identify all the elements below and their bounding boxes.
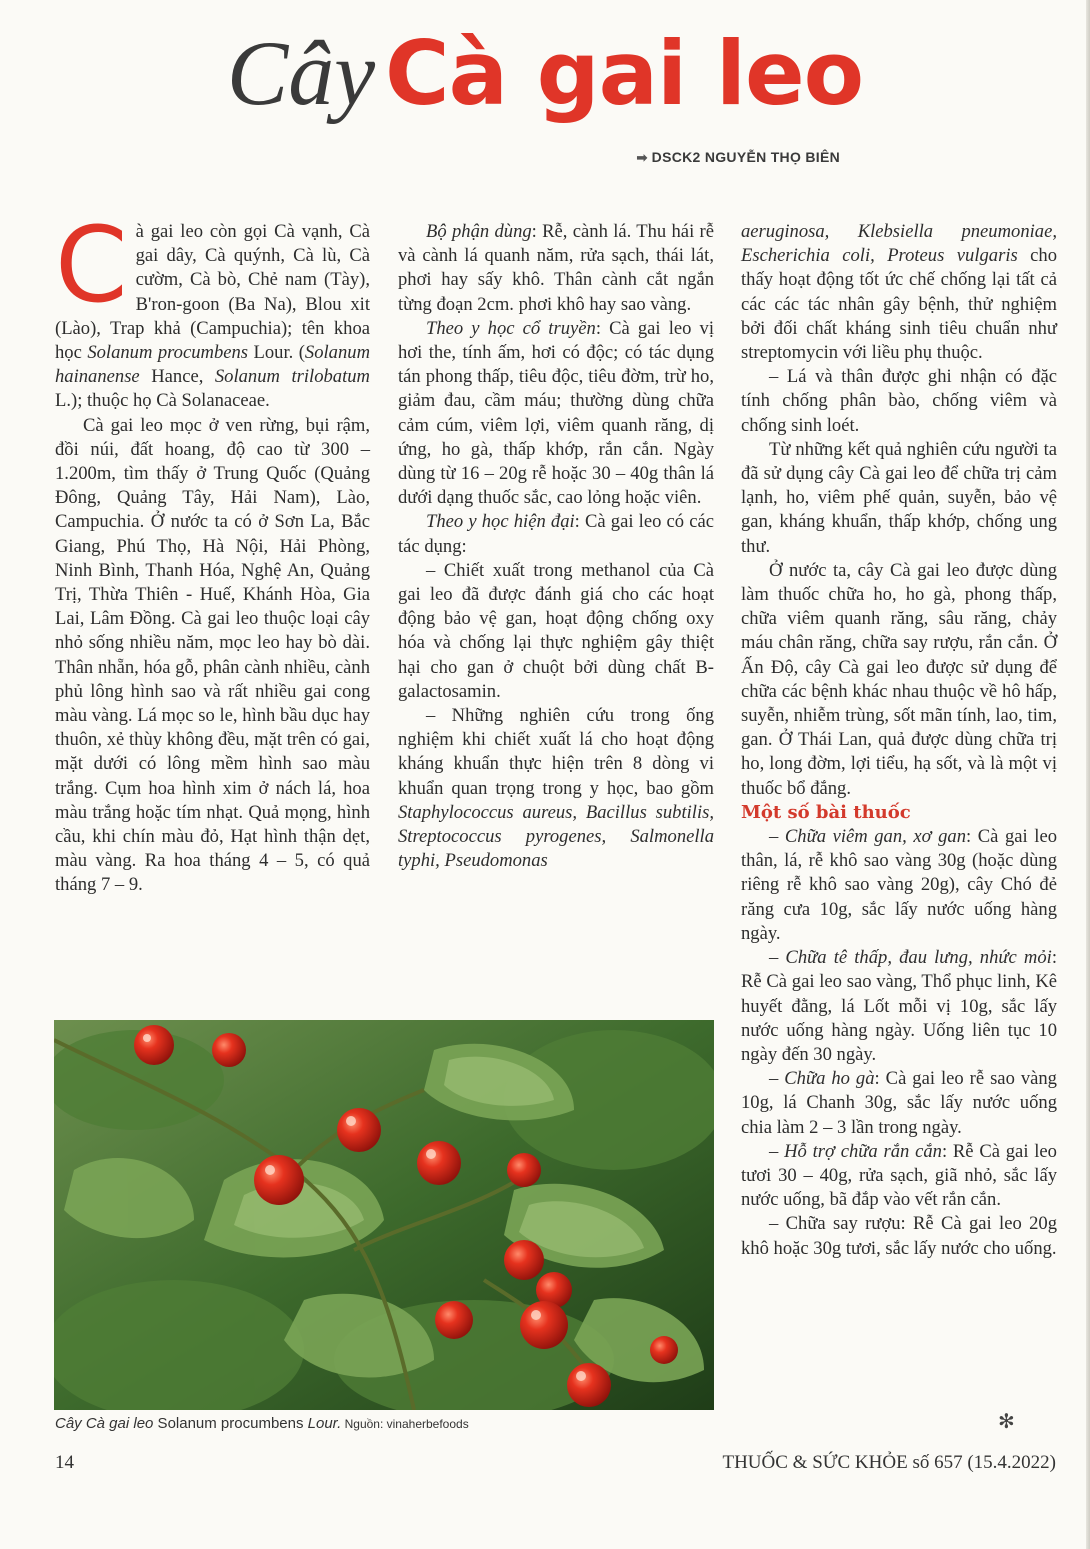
recipe-paragraph: – Chữa ho gà: Cà gai leo rễ sao vàng 10g, lá Chanh 30g, sắc lấy nước uống chia làm 2 – 3 lần trong ngày. bbox=[741, 1068, 1057, 1138]
paragraph: aeruginosa, Klebsiella pneumoniae, Escherichia coli, Proteus vulgaris cho thấy hoạt động tốt ức chế chống lại tất cả các các tác nhân gây bệnh, thử nghiệm bởi đối chất kháng sinh tiêu chuẩn như streptomycin với liều phụ thuộc. bbox=[741, 221, 1057, 364]
page-edge bbox=[1086, 0, 1090, 1549]
column-2 bbox=[398, 220, 714, 873]
paragraph: Theo y học hiện đại: Cà gai leo có các tác dụng: bbox=[398, 511, 714, 557]
section-heading: Một số bài thuốc bbox=[741, 801, 911, 823]
paragraph: – Lá và thân được ghi nhận có đặc tính chống phân bào, chống viêm và chống sinh loét. bbox=[741, 366, 1057, 436]
recipe-paragraph: – Chữa viêm gan, xơ gan: Cà gai leo thân, lá, rễ khô sao vàng 30g (hoặc dùng riêng rễ khô sao vàng 20g), cây Chó đẻ răng cưa 10g, sắc lấy nước uống hàng ngày. bbox=[741, 826, 1057, 944]
paragraph: Cà gai leo mọc ở ven rừng, bụi rậm, đồi núi, đất hoang, độ cao từ 300 – 1.200m, tìm thấy ở Trung Quốc (Quảng Đông, Quảng Tây, Hải Nam), Lào, Campuchia. Ở nước ta có ở Sơn La, Bắc Giang, Phú Thọ, Hà Nội, Hải Phòng, Ninh Bình, Thanh Hóa, Nghệ An, Quảng Trị, Thừa Thiên - Huế, Khánh Hòa, Gia Lai, Lâm Đồng. Cà gai leo thuộc loại cây nhỏ sống nhiều năm, mọc leo hay bò dài. Thân nhẵn, hóa gỗ, phân cành nhiều, cành phủ lông hình sao và rất nhiều gai cong màu vàng. Lá mọc so le, hình bầu dục hay thuôn, xẻ thùy không đều, mặt trên có gai, mặt dưới có lông mềm hình sao màu trắng. Cụm hoa hình xim ở nách lá, hoa màu trắng hoặc tím nhạt. Quả mọng, hình cầu, khi chín màu đỏ, Hạt hình thận dẹt, màu vàng. Ra hoa tháng 4 – 5, có quả tháng 7 – 9. bbox=[55, 414, 370, 896]
paragraph: à gai leo còn gọi Cà vạnh, Cà gai dây, Cà quýnh, Cà lù, Cà cườm, Cà bò, Chẻ nam (Tày), B'ron-goon (Ba Na), Blou xit (Lào), Trap khả (Campuchia); tên khoa học Solanum procumbens Lour. (Solanum hainanense Hance, Solanum trilobatum L.); thuộc họ Cà Solanaceae. bbox=[55, 221, 370, 412]
recipe-paragraph: – Hỗ trợ chữa rắn cắn: Rễ Cà gai leo tươi 30 – 40g, rửa sạch, giã nhỏ, sắc lấy nước uống, bã đắp vào vết rắn cắn. bbox=[741, 1140, 1057, 1211]
paragraph: – Chiết xuất trong methanol của Cà gai leo đã được đánh giá cho các hoạt động bảo vệ gan, hoạt động chống oxy hóa và chống lại thực nghiệm gây thiệt hại cho gan ở chuột bởi dùng chất B-galactosamin. bbox=[398, 559, 714, 702]
byline bbox=[636, 149, 840, 166]
magazine-footer: THUỐC & SỨC KHỎE số 657 (15.4.2022) bbox=[722, 1452, 1056, 1473]
arrow-icon: ➡ bbox=[636, 150, 648, 165]
figure-caption: Cây Cà gai leo Solanum procumbens Lour. Nguồn: vinaherbefoods bbox=[55, 1415, 469, 1432]
column-3 bbox=[741, 220, 1057, 1261]
plant-photo bbox=[54, 1020, 714, 1410]
paragraph: Bộ phận dùng: Rễ, cành lá. Thu hái rễ và cành lá quanh năm, rửa sạch, thái lát, phơi hay sấy khô. Thân cành cắt ngắn từng đoạn 2cm. phơi khô hay sao vàng. bbox=[398, 221, 714, 315]
end-mark-icon: ✻ bbox=[998, 1409, 1015, 1433]
author-name: DSCK2 NGUYỄN THỌ BIÊN bbox=[651, 149, 840, 165]
paragraph: Ở nước ta, cây Cà gai leo được dùng làm thuốc chữa ho, ho gà, phong thấp, chữa viêm quanh răng, sâu răng, chảy máu chân răng, chữa say rượu, rắn cắn. Ở Ấn Độ, cây Cà gai leo được sử dụng để chữa các bệnh khác nhau thuộc về hô hấp, suyễn, nhiễm trùng, sốt mãn tính, lao, tim, gan. Ở Thái Lan, quả được dùng chữa trị ho, long đờm, lợi tiểu, hạ sốt, và là một vị thuốc bổ đắng. bbox=[741, 559, 1057, 799]
paragraph: – Những nghiên cứu trong ống nghiệm khi chiết xuất lá cho hoạt động kháng khuẩn thực hiện trên 8 dòng vi khuẩn quan trọng trong y học, bao gồm Staphylococcus aureus, Bacillus subtilis, Streptococcus pyrogenes, Salmonella typhi, Pseudomonas bbox=[398, 705, 714, 872]
recipe-paragraph: – Chữa tê thấp, đau lưng, nhức mỏi: Rễ Cà gai leo sao vàng, Thổ phục linh, Kê huyết đằng, lá Lốt mỗi vị 10g, sắc lấy nước uống hàng ngày. Uống liên tục 10 ngày đến 30 ngày. bbox=[741, 947, 1057, 1065]
plant-illustration bbox=[54, 1020, 714, 1410]
column-1 bbox=[55, 204, 370, 898]
paragraph: Theo y học cổ truyền: Cà gai leo vị hơi the, tính ấm, hơi có độc; có tác dụng tán phong thấp, tiêu độc, tiêu đờm, trừ ho, giảm đau, cầm máu; thường dùng chữa cảm cúm, viêm lợi, viêm quanh răng, dị ứng, ho gà, thấp khớp, rắn cắn. Ngày dùng từ 16 – 20g rễ hoặc 30 – 40g thân lá dưới dạng thuốc sắc, cao lỏng hoặc viên. bbox=[398, 317, 714, 509]
title-bold: Cà gai leo bbox=[385, 22, 864, 125]
drop-cap: C bbox=[55, 204, 128, 326]
title-light: Cây bbox=[226, 22, 376, 124]
recipe-paragraph: – Chữa say rượu: Rễ Cà gai leo 20g khô hoặc 30g tươi, sắc lấy nước cho uống. bbox=[741, 1213, 1057, 1259]
article-title bbox=[0, 20, 1090, 135]
paragraph: Từ những kết quả nghiên cứu người ta đã sử dụng cây Cà gai leo để chữa trị cảm lạnh, ho, viêm phế quản, suyễn, bảo vệ gan, kháng khuẩn, thấp khớp, chống ung thư. bbox=[741, 438, 1057, 557]
page-number: 14 bbox=[55, 1452, 74, 1473]
